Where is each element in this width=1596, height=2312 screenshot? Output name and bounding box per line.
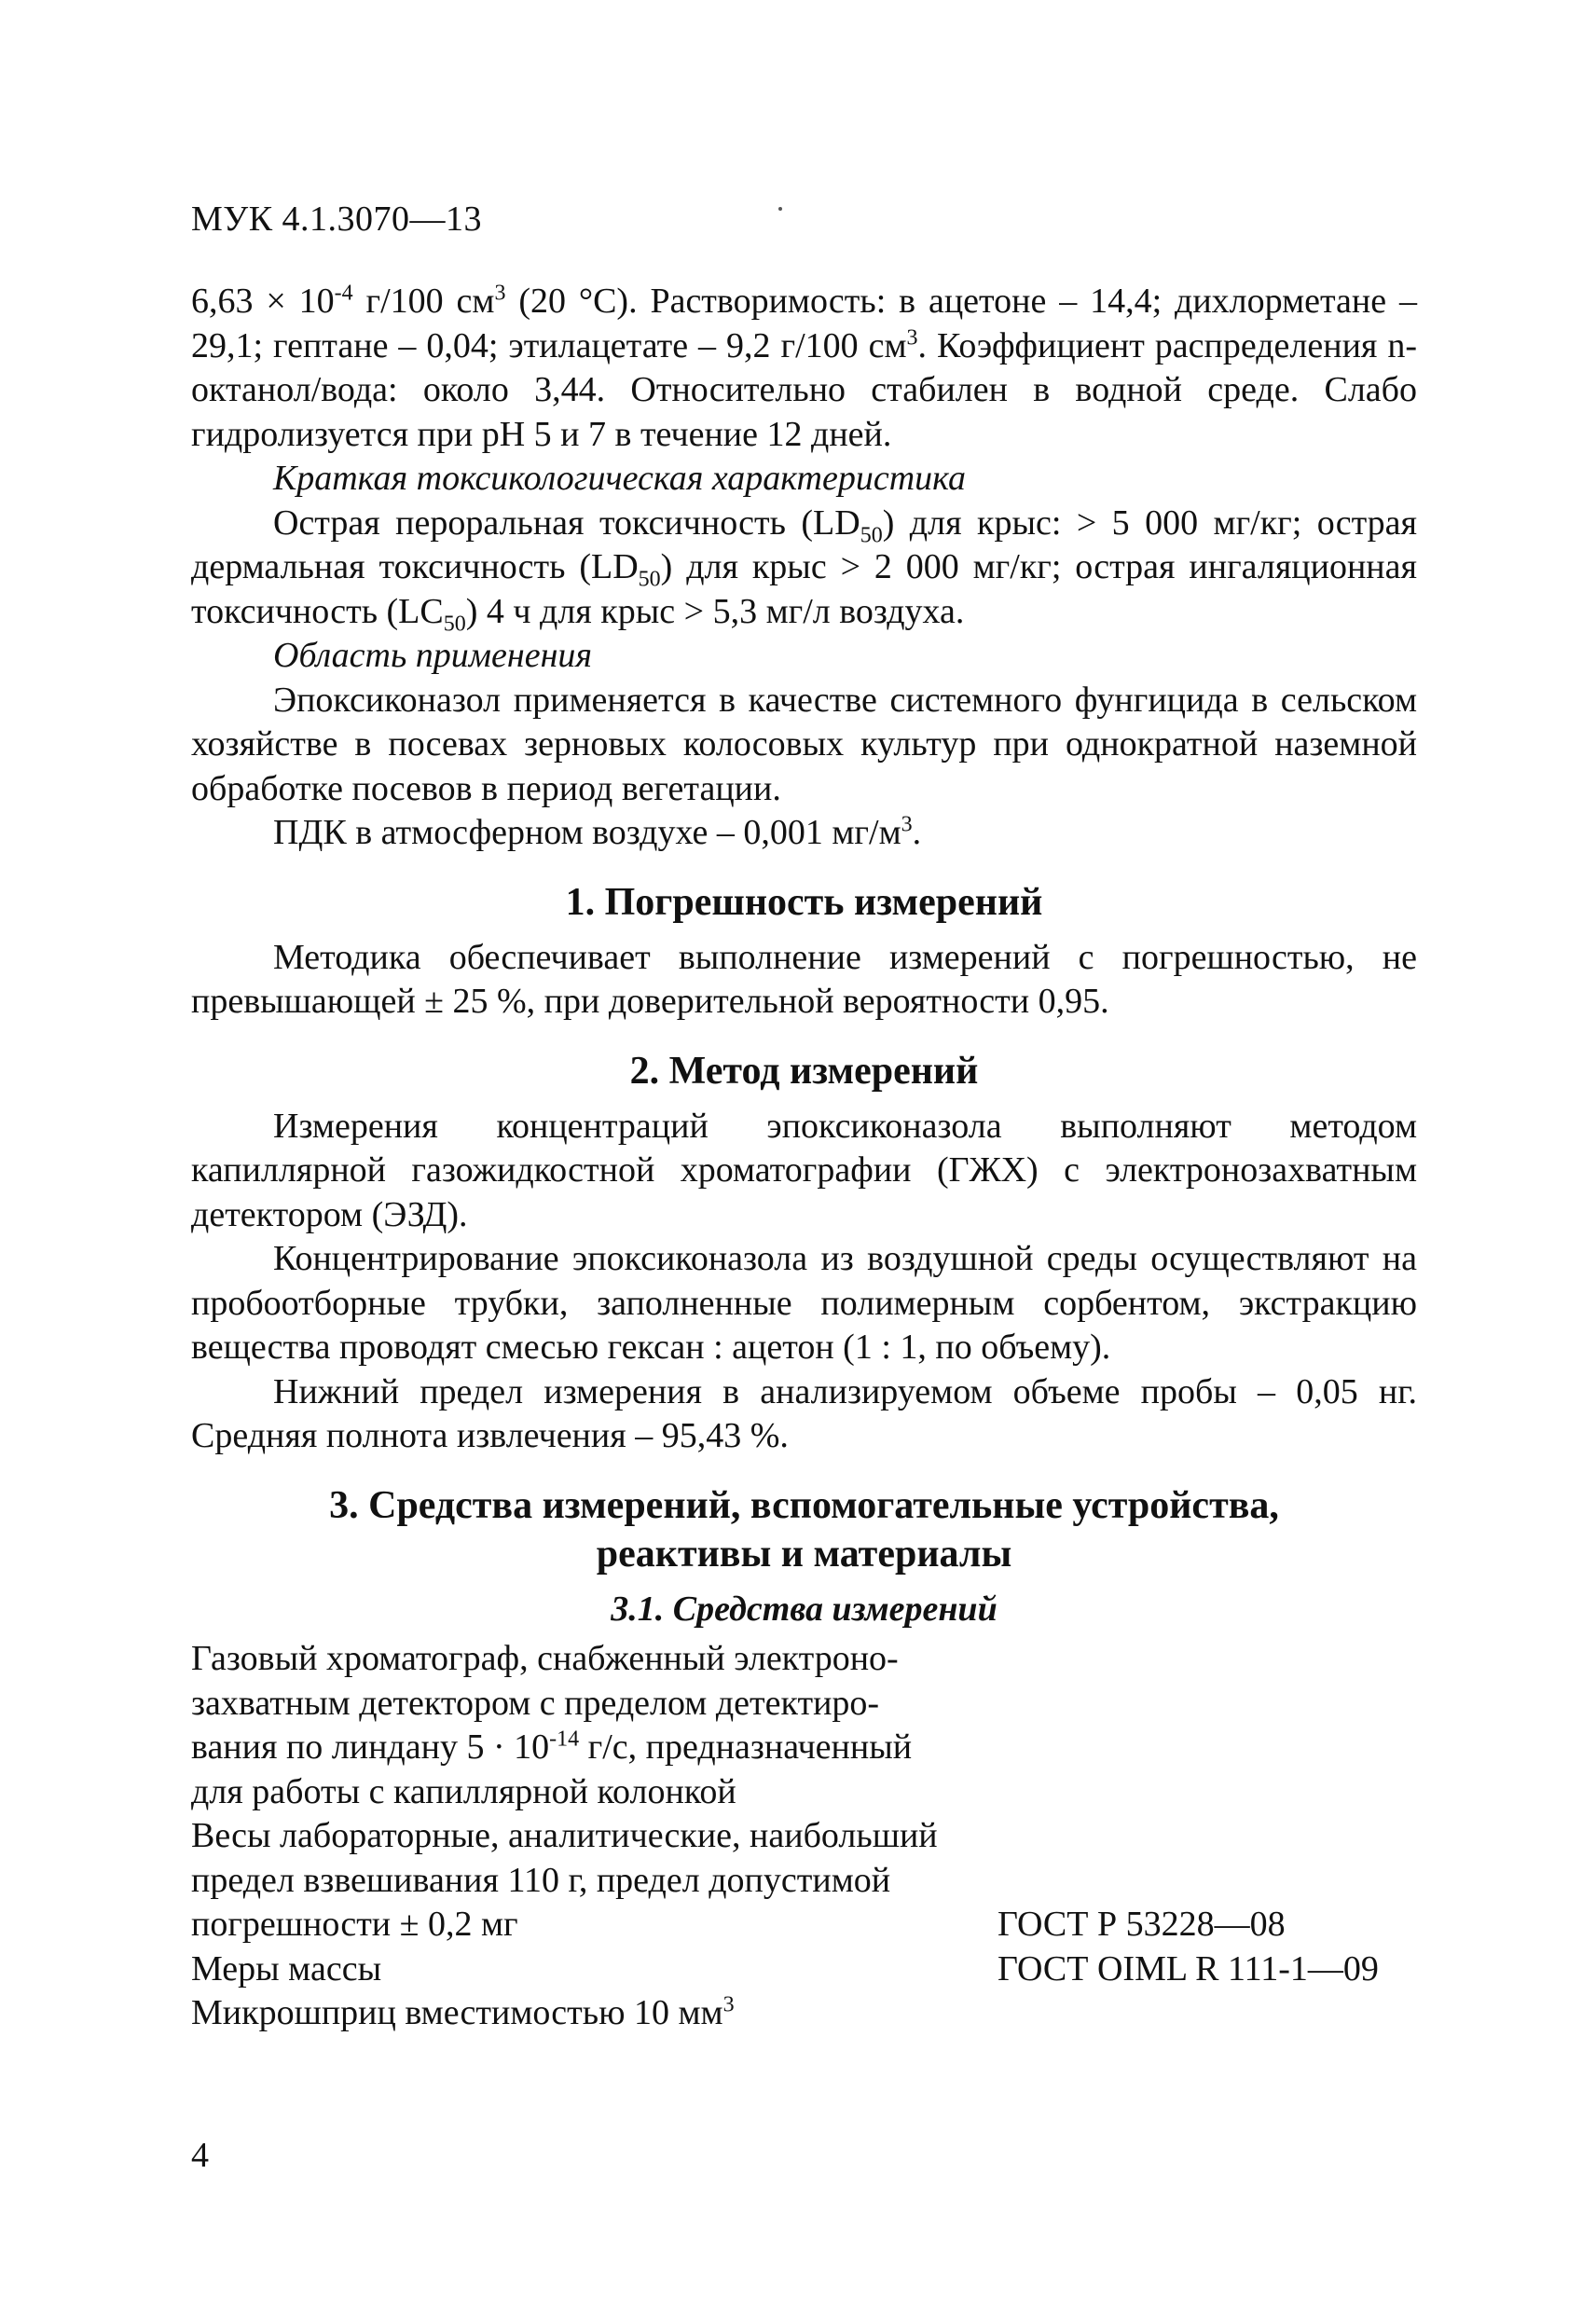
equipment-item-syringe: [191, 1991, 1417, 2036]
equipment-description: Меры массы: [191, 1948, 382, 1989]
subscript: 50: [860, 523, 883, 548]
equipment-item-scales: [191, 1814, 1417, 1947]
text-run: ) 4 ч для крыс > 5,3 мг/л воздуха.: [465, 591, 965, 631]
document-code-header: МУК 4.1.3070—13: [191, 200, 483, 239]
text-run: Острая пероральная токсичность (LD: [273, 502, 860, 543]
text-run: Микрошприц вместимостью 10 мм: [191, 1993, 723, 2032]
section-3-title-line-1: 3. Средства измерений, вспомогательные устройства,: [329, 1483, 1279, 1527]
text-run: . Коэффициент распределения n-октанол/вода: около 3,44. Относительно стабилен в водной среде. Слабо гидролизуется при рН 5 и 7 в течение 12 дней.: [191, 325, 1417, 454]
equipment-item-chromatograph: [191, 1637, 1417, 1814]
equipment-line: Весы лабораторные, аналитические, наибольший: [191, 1816, 938, 1855]
equipment-line: захватным детектором с пределом детектиро-: [191, 1683, 880, 1723]
section-3-title: [191, 1481, 1417, 1578]
equipment-line: Газовый хроматограф, снабженный электроно-: [191, 1639, 899, 1678]
equipment-line: [191, 1726, 998, 1770]
text-run: .: [912, 813, 922, 852]
subscript: 50: [443, 612, 466, 637]
superscript: -14: [549, 1727, 580, 1752]
text-run: г/с, предназначенный: [579, 1727, 913, 1767]
properties-paragraph: [191, 280, 1417, 457]
superscript: 3: [722, 1992, 735, 2017]
equipment-description: [191, 1814, 998, 1947]
section-2-paragraph-2: Концентрирование эпоксиконазола из воздушной среды осуществляют на пробоотборные трубки, заполненные полимерным сорбентом, экстракцию вещества проводят смесью гексан : ацетон (1 : 1, по объему).: [191, 1239, 1417, 1367]
subsection-3-1-title: 3.1. Средства измерений: [611, 1589, 998, 1629]
equipment-line: для работы с капиллярной колонкой: [191, 1771, 736, 1811]
superscript: 3: [906, 324, 918, 350]
pdk-paragraph: [191, 811, 1417, 856]
equipment-item-weights: [191, 1947, 1417, 1992]
gost-reference: ГОСТ OIML R 111-1—09: [998, 1948, 1379, 1989]
page-number: 4: [191, 2136, 209, 2175]
toxicology-heading: Краткая токсикологическая характеристика: [273, 459, 966, 498]
text-run: ) для крыс > 2 000 мг/кг; острая ингаляционная токсичность (LC: [191, 547, 1417, 631]
section-2-paragraph-1: Измерения концентраций эпоксиконазола выполняют методом капиллярной газожидкостной хроматографии (ГЖХ) с электронозахватным детектором (ЭЗД).: [191, 1106, 1417, 1234]
equipment-line: предел взвешивания 110 г, предел допустимой: [191, 1860, 891, 1900]
text-run: (20 °С). Растворимость: в ацетоне – 14,4; дихлорметане – 29,1; гептане – 0,04; этилацетате – 9,2 г/100 см: [191, 282, 1417, 365]
text-run: ПДК в атмосферном воздухе – 0,001 мг/м: [273, 813, 901, 852]
section-2-title: 2. Метод измерений: [629, 1049, 979, 1093]
superscript: 3: [494, 281, 506, 306]
equipment-line: погрешности ± 0,2 мг: [191, 1905, 518, 1944]
scan-speck: [778, 207, 782, 211]
section-1-text: Методика обеспечивает выполнение измерений с погрешностью, не превышающей ± 25 %, при доверительной вероятности 0,95.: [191, 937, 1417, 1021]
section-1-title: 1. Погрешность измерений: [565, 880, 1043, 924]
text-run: 6,63 × 10: [191, 282, 335, 321]
section-2-paragraph-3: Нижний предел измерения в анализируемом объеме пробы – 0,05 нг. Средняя полнота извлечения – 95,43 %.: [191, 1371, 1417, 1455]
text-run: г/100 см: [352, 282, 495, 321]
text-run: вания по линдану 5 · 10: [191, 1727, 550, 1767]
application-paragraph: Эпоксиконазол применяется в качестве системного фунгицида в сельском хозяйстве в посевах зерновых колосовых культур при однократной наземной обработке посевов в период вегетации.: [191, 680, 1417, 808]
toxicology-paragraph: [191, 502, 1417, 635]
page-content: [191, 280, 1417, 2036]
equipment-list: [191, 1637, 1417, 2036]
text-run: ) для крыс: > 5 000 мг/кг; острая дермальная токсичность (LD: [191, 502, 1417, 586]
application-heading: Область применения: [273, 636, 593, 675]
equipment-description: [191, 1637, 998, 1814]
section-3-title-line-2: реактивы и материалы: [596, 1532, 1012, 1576]
equipment-description: [191, 1991, 998, 2036]
superscript: -4: [334, 281, 353, 306]
gost-reference: ГОСТ Р 53228—08: [998, 1905, 1286, 1944]
superscript: 3: [901, 812, 913, 837]
subscript: 50: [638, 567, 661, 592]
